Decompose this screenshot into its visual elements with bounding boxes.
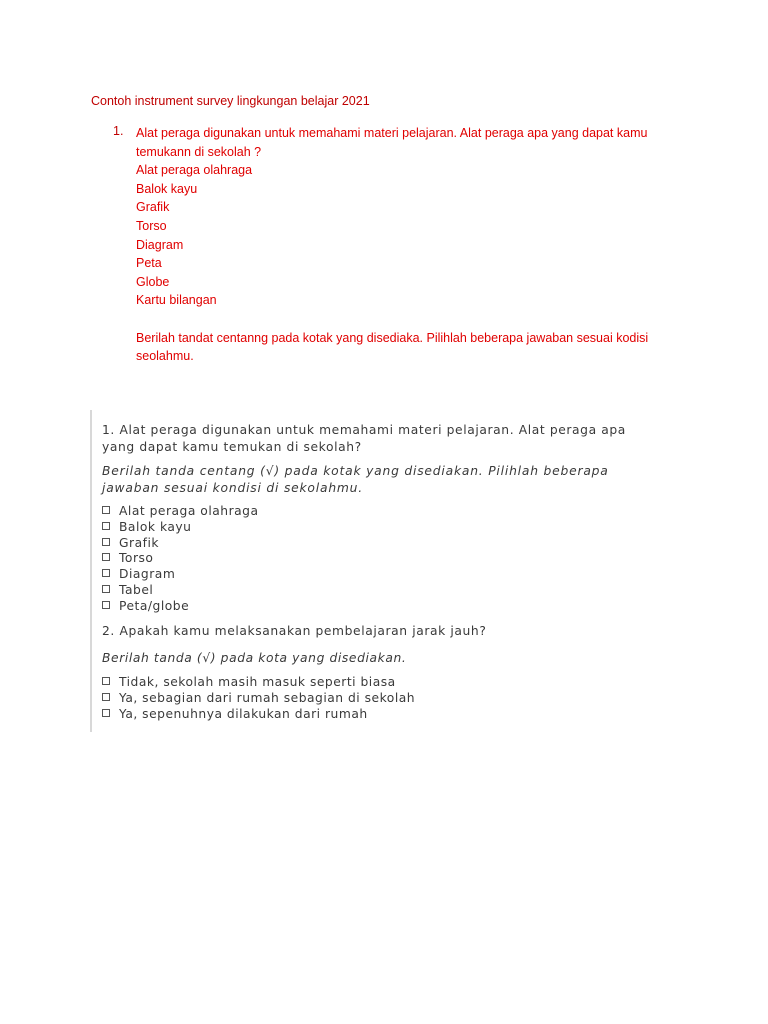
question-1-text: Alat peraga digunakan untuk memahami materi pelajaran. Alat peraga apa yang dapat kamu temukann di sekolah ?	[136, 126, 648, 159]
question-1-items	[136, 161, 676, 310]
question-1-instruction: Berilah tandat centanng pada kotak yang disediaka. Pilihlah beberapa jawaban sesuai kodisi seolahmu.	[136, 330, 649, 364]
checkbox-option	[102, 691, 415, 707]
list-item: Grafik	[136, 200, 170, 215]
checkbox-icon	[102, 506, 110, 514]
checkbox-option	[102, 707, 415, 723]
checkbox-option	[102, 567, 259, 583]
checkbox-icon	[102, 585, 110, 593]
question-1	[136, 124, 676, 366]
scan-question-2-options	[102, 675, 415, 722]
scan-question-1-instruction: Berilah tanda centang (√) pada kotak yang disediakan. Pilihlah beberapa jawaban sesuai kondisi di sekolahmu.	[102, 464, 609, 495]
checkbox-option	[102, 675, 415, 691]
checkbox-option	[102, 520, 259, 536]
option-label: Tabel	[119, 582, 154, 597]
list-item: Diagram	[136, 237, 184, 252]
list-item: Peta	[136, 256, 162, 271]
list-item: Kartu bilangan	[136, 293, 217, 308]
checkbox-option	[102, 583, 259, 599]
option-label: Tidak, sekolah masih masuk seperti biasa	[119, 675, 396, 689]
option-label: Peta/globe	[119, 598, 190, 613]
option-label: Diagram	[119, 567, 176, 582]
option-label: Grafik	[119, 535, 159, 550]
checkbox-icon	[102, 709, 110, 717]
list-item: Torso	[136, 218, 167, 233]
scan-question-2-text: 2. Apakah kamu melaksanakan pembelajaran jarak jauh?	[102, 624, 487, 638]
checkbox-icon	[102, 553, 110, 561]
scanned-survey-image	[90, 410, 652, 732]
list-item: Globe	[136, 274, 170, 289]
list-item: Balok kayu	[136, 181, 198, 196]
option-label: Ya, sebagian dari rumah sebagian di sekolah	[119, 690, 416, 705]
option-label: Ya, sepenuhnya dilakukan dari rumah	[119, 706, 368, 721]
list-item: Alat peraga olahraga	[136, 163, 253, 178]
checkbox-option	[102, 599, 259, 615]
checkbox-option	[102, 536, 259, 552]
checkbox-icon	[102, 601, 110, 609]
checkbox-option	[102, 551, 259, 567]
checkbox-icon	[102, 569, 110, 577]
option-label: Alat peraga olahraga	[119, 504, 259, 518]
checkbox-icon	[102, 693, 110, 701]
checkbox-option	[102, 504, 259, 520]
scan-question-1-options	[102, 504, 259, 615]
checkbox-icon	[102, 538, 110, 546]
option-label: Balok kayu	[119, 519, 192, 534]
scan-question-1-text: 1. Alat peraga digunakan untuk memahami materi pelajaran. Alat peraga apa yang dapat kamu temukan di sekolah?	[102, 423, 626, 454]
option-label: Torso	[119, 551, 154, 566]
document-title: Contoh instrument survey lingkungan belajar 2021	[91, 94, 370, 108]
checkbox-icon	[102, 522, 110, 530]
question-1-number: 1.	[113, 124, 124, 138]
checkbox-icon	[102, 677, 110, 685]
scan-question-2-instruction: Berilah tanda (√) pada kota yang disediakan.	[102, 651, 407, 665]
